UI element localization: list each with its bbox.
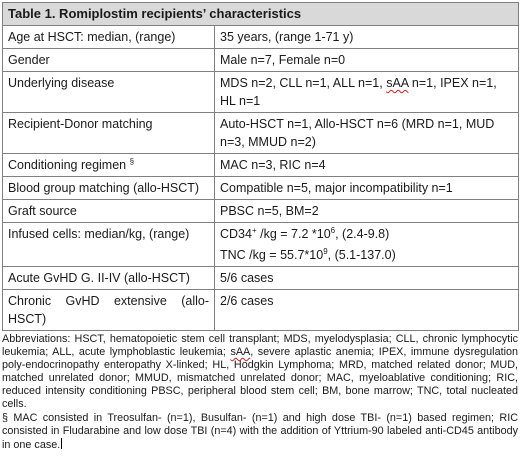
- spellcheck-word: sAA: [230, 346, 251, 359]
- label-text: Conditioning regimen: [8, 158, 130, 172]
- table-row: [3, 200, 519, 223]
- spellcheck-word: sAA: [386, 76, 409, 90]
- table-row: [3, 223, 519, 267]
- table-row: [3, 113, 519, 154]
- section-mark: §: [129, 156, 135, 166]
- row-value: 35 years, (range 1-71 y): [215, 26, 519, 49]
- table-row: [3, 72, 519, 113]
- row-label: [3, 154, 215, 177]
- row-label: Underlying disease: [3, 72, 215, 113]
- characteristics-table: [2, 2, 519, 331]
- row-label: Chronic GvHD extensive (allo-HSCT): [3, 290, 215, 331]
- value-part: MDS n=2, CLL n=1, ALL n=1,: [220, 76, 387, 90]
- row-value: Male n=7, Female n=0: [215, 49, 519, 72]
- table-row: [3, 267, 519, 290]
- row-label: Gender: [3, 49, 215, 72]
- row-label: Age at HSCT: median, (range): [3, 26, 215, 49]
- row-value: 2/6 cases: [215, 290, 519, 331]
- row-value: [215, 223, 519, 267]
- abbreviations-note: Abbreviations: HSCT, hematopoietic stem cell transplant; MDS, myelodysplasia; CLL, chronic lymphocytic leukemia; ALL, acute lymphoblastic leukemia; sAA, severe aplastic anemia; IPEX, immune dysregulation poly-endocrinopathy enteropathy X-linked; HL, Hodgkin Lymphoma; MRD, matched related donor; MUD, matched unrelated donor; MMUD, mismatched unrelated donor; MAC, myeloablative conditioning; RIC, reduced intensity conditioning PBSC, peripheral blood stem cell; BM, bone marrow; TNC, total nucleated cells.: [2, 333, 518, 411]
- table-row: [3, 290, 519, 331]
- table-title: Table 1. Romiplostim recipients’ characteristics: [3, 3, 519, 26]
- text-cursor: [61, 438, 62, 449]
- row-value: [215, 72, 519, 113]
- row-value: Compatible n=5, major incompatibility n=1: [215, 177, 519, 200]
- cd34-line: CD34+ /kg = 7.2 $*10^6$, (2.4-9.8): [220, 225, 390, 241]
- conditioning-note[interactable]: § MAC consisted in Treosulfan- (n=1), Busulfan- (n=1) and high dose TBI- (n=1) based regimen; RIC consisted in Fludarabine and low dose TBI (n=4) with the addition of Yttrium-90 labeled anti-CD45 antibody in one case.: [2, 411, 518, 451]
- table-title-row: [3, 3, 519, 26]
- table-footnotes: [2, 331, 518, 452]
- table-row: [3, 26, 519, 49]
- row-value: 5/6 cases: [215, 267, 519, 290]
- tnc-line: TNC $/kg = 55.7*10^9$, (5.1-137.0): [220, 246, 396, 262]
- row-value: PBSC n=5, BM=2: [215, 200, 519, 223]
- table-row: [3, 154, 519, 177]
- table-row: [3, 177, 519, 200]
- row-label: Blood group matching (allo-HSCT): [3, 177, 215, 200]
- value-part: n=1, IPEX n=1, HL n=1: [220, 76, 497, 108]
- row-label: Acute GvHD G. II-IV (allo-HSCT): [3, 267, 215, 290]
- table-row: [3, 49, 519, 72]
- row-label: Infused cells: median/kg, (range): [3, 223, 215, 267]
- row-value: MAC n=3, RIC n=4: [215, 154, 519, 177]
- row-value: Auto-HSCT n=1, Allo-HSCT n=6 (MRD n=1, MUD n=3, MMUD n=2): [215, 113, 519, 154]
- row-label: Recipient-Donor matching: [3, 113, 215, 154]
- row-label: Graft source: [3, 200, 215, 223]
